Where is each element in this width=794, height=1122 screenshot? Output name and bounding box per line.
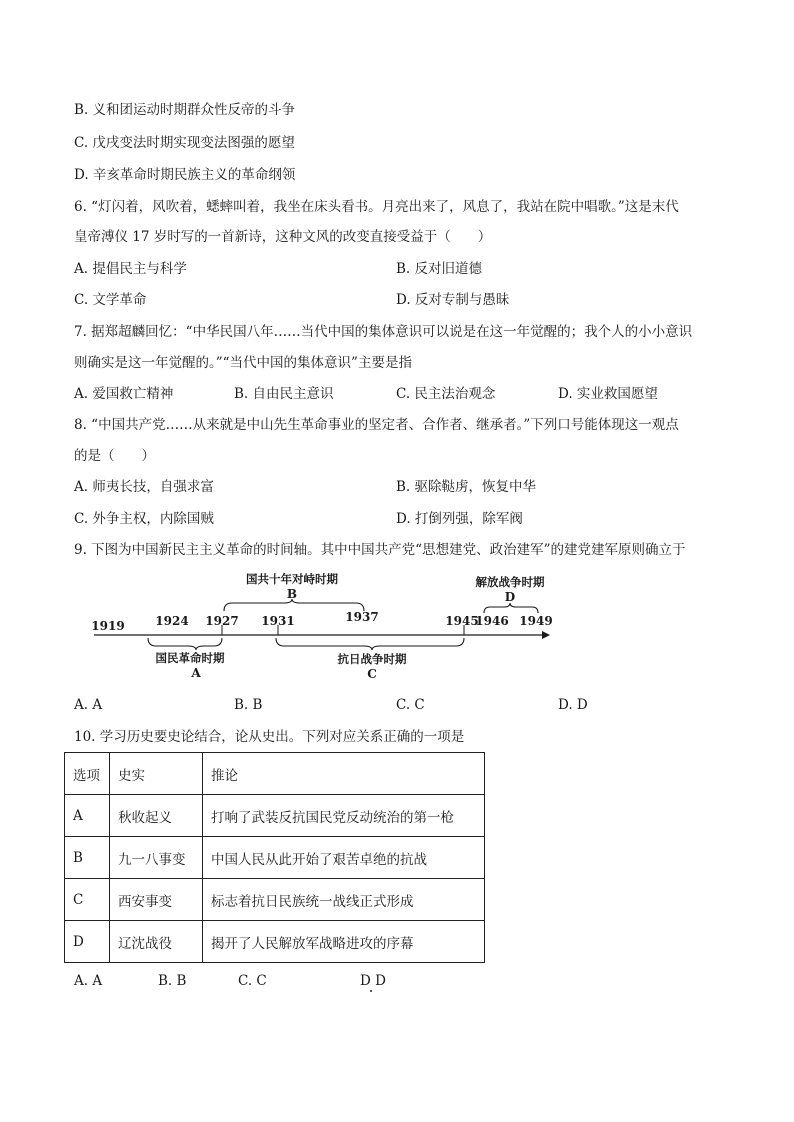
row-inference: 打响了武装反抗国民党反动统治的第一枪 xyxy=(203,795,485,837)
q10-option-d: D D xyxy=(360,973,386,989)
q6-stem-line-2: 皇帝溥仪 17 岁时写的一首新诗，这种文风的改变直接受益于（ ） xyxy=(74,229,492,245)
q10-stem: 10. 学习历史要史论结合，论从史出。下列对应关系正确的一项是 xyxy=(74,729,465,745)
table-header-row xyxy=(65,753,485,795)
q8-option-b: B. 驱除鞑虏，恢复中华 xyxy=(396,479,537,495)
year-1919: 1919 xyxy=(91,619,125,633)
q8-option-a: A. 师夷长技，自强求富 xyxy=(74,479,214,495)
q7-option-a: A. 爱国救亡精神 xyxy=(74,386,174,402)
period-a-letter: A xyxy=(191,666,201,680)
period-a-label: 国民革命时期 xyxy=(155,651,225,665)
year-1937: 1937 xyxy=(345,610,379,624)
stray-dot xyxy=(370,990,372,992)
q10-option-a: A. A xyxy=(74,973,103,989)
q9-option-d: D. D xyxy=(558,697,588,713)
q8-option-d: D. 打倒列强，除军阀 xyxy=(396,511,523,527)
row-option: D xyxy=(65,921,110,963)
q7-option-c: C. 民主法治观念 xyxy=(396,386,496,402)
q7-stem-line-1: 7. 据郑超麟回忆：“中华民国八年……当代中国的集体意识可以说是在这一年觉醒的；我个人的小小意识 xyxy=(74,324,693,340)
year-1931: 1931 xyxy=(261,614,295,628)
q5-option-d: D. 辛亥革命时期民族主义的革命纲领 xyxy=(74,167,296,183)
q6-stem-line-1: 6. “灯闪着，风吹着，蟋蟀叫着，我坐在床头看书。月亮出来了，风息了，我站在院中唱歌。”这是末代 xyxy=(74,199,679,215)
table-row xyxy=(65,879,485,921)
period-c-bracket xyxy=(276,638,464,650)
q9-option-b: B. B xyxy=(234,697,263,713)
header-fact: 史实 xyxy=(110,753,203,795)
header-option: 选项 xyxy=(65,753,110,795)
row-option: B xyxy=(65,837,110,879)
q7-option-d: D. 实业救国愿望 xyxy=(558,386,658,402)
q6-option-b: B. 反对旧道德 xyxy=(396,261,483,277)
period-a-bracket xyxy=(148,638,222,650)
q6-option-c: C. 文学革命 xyxy=(74,292,147,308)
period-d-label: 解放战争时期 xyxy=(475,575,545,589)
row-fact: 九一八事变 xyxy=(110,837,203,879)
q8-stem-line-2: 的是（ ） xyxy=(74,448,155,464)
q8-stem-line-1: 8. “中国共产党……从来就是中山先生革命事业的坚定者、合作者、继承者。”下列口号能体现这一观点 xyxy=(74,417,679,433)
q9-stem: 9. 下图为中国新民主主义革命的时间轴。其中中国共产党“思想建党、政治建军”的建党建军原则确立于 xyxy=(74,542,686,558)
q6-option-d: D. 反对专制与愚昧 xyxy=(396,292,510,308)
period-c-label: 抗日战争时期 xyxy=(337,652,407,666)
row-fact: 辽沈战役 xyxy=(110,921,203,963)
q8-option-c: C. 外争主权，内除国贼 xyxy=(74,511,214,527)
q7-option-b: B. 自由民主意识 xyxy=(234,386,334,402)
row-inference: 中国人民从此开始了艰苦卓绝的抗战 xyxy=(203,837,485,879)
row-inference: 标志着抗日民族统一战线正式形成 xyxy=(203,879,485,921)
table-row xyxy=(65,795,485,837)
period-b-label: 国共十年对峙时期 xyxy=(246,572,338,586)
q9-option-a: A. A xyxy=(74,697,103,713)
q10-option-c: C. C xyxy=(238,973,267,989)
q9-option-c: C. C xyxy=(396,697,425,713)
q5-option-b: B. 义和团运动时期群众性反帝的斗争 xyxy=(74,102,296,118)
period-d-bracket xyxy=(484,603,538,613)
row-option: A xyxy=(65,795,110,837)
year-1949: 1949 xyxy=(519,614,553,628)
q6-option-a: A. 提倡民主与科学 xyxy=(74,261,187,277)
year-1924: 1924 xyxy=(155,614,189,628)
timeline-diagram xyxy=(86,566,566,684)
q10-option-b: B. B xyxy=(158,973,187,989)
table-row xyxy=(65,837,485,879)
header-inference: 推论 xyxy=(203,753,485,795)
q10-table xyxy=(64,752,485,963)
year-1945: 1945 xyxy=(445,614,479,628)
year-1927: 1927 xyxy=(205,614,239,628)
period-d-letter: D xyxy=(504,590,516,604)
q5-option-c: C. 戊戌变法时期实现变法图强的愿望 xyxy=(74,135,295,151)
q7-stem-line-2: 则确实是这一年觉醒的。”“当代中国的集体意识”主要是指 xyxy=(74,355,412,371)
period-c-letter: C xyxy=(367,667,377,681)
table-row xyxy=(65,921,485,963)
row-option: C xyxy=(65,879,110,921)
period-b-letter: B xyxy=(286,587,298,601)
row-fact: 秋收起义 xyxy=(110,795,203,837)
row-fact: 西安事变 xyxy=(110,879,203,921)
year-1946: 1946 xyxy=(475,614,509,628)
timeline-arrowhead xyxy=(542,631,550,639)
row-inference: 揭开了人民解放军战略进攻的序幕 xyxy=(203,921,485,963)
